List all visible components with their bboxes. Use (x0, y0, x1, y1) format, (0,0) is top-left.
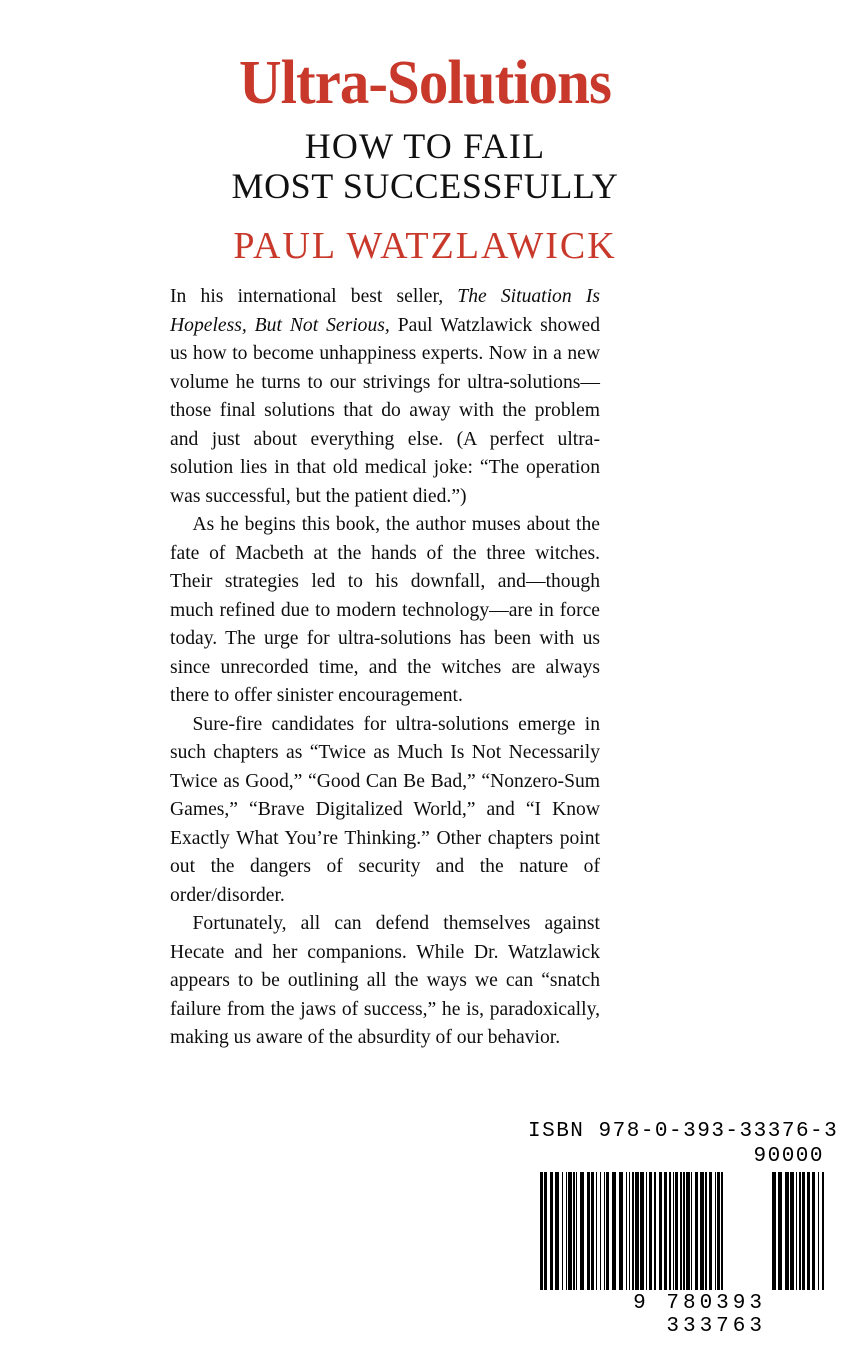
barcode-bar (675, 1172, 678, 1290)
barcode-bar (566, 1172, 567, 1290)
price-code: 90000 (753, 1145, 824, 1168)
blurb-text (170, 283, 600, 1053)
blurb-p1-part-b: Paul Watzlawick showed us how to become unhappiness experts. Now in a new volume he turns to our strivings for ultra-solutions—those final solutions that do away with the problem and just about everything else. (A perfect ultra-solution lies in that old medical joke: “The operation was successful, but the patient died.”) (170, 314, 600, 507)
barcode-bar (721, 1172, 723, 1290)
barcode-bar (695, 1172, 698, 1290)
page-title: Ultra-Solutions (239, 49, 611, 117)
barcode-bar (646, 1172, 647, 1290)
barcode-bar (580, 1172, 584, 1290)
barcode-bar (626, 1172, 627, 1290)
barcode-bar (669, 1172, 671, 1290)
barcode-group (528, 1172, 828, 1290)
title-block (0, 49, 850, 268)
barcode-bar (772, 1172, 776, 1290)
blurb-paragraph-1 (170, 283, 600, 511)
barcode-bar (596, 1172, 597, 1290)
barcode-bar (604, 1172, 605, 1290)
subtitle-line-1: HOW TO FAIL (304, 126, 546, 167)
barcode-bar (807, 1172, 810, 1290)
isbn-number: ISBN 978-0-393-33376-3 (528, 1120, 839, 1143)
blurb-paragraph-2: As he begins this book, the author muses about the fate of Macbeth at the hands of the three witches. Their strategies led to his downfall, and—though much refined due to modern technology—are in force today. The urge for ultra-solutions has been with us since unrecorded time, and the witches are always there to offer sinister encouragement. (170, 514, 600, 706)
barcode-bar (606, 1172, 609, 1290)
barcode-bar (799, 1172, 801, 1290)
barcode-bar (635, 1172, 639, 1290)
subtitle-line-2: MOST SUCCESSFULLY (231, 165, 619, 206)
blurb-paragraph-3: Sure-fire candidates for ultra-solutions emerge in such chapters as “Twice as Much Is Not Necessarily Twice as Good,” “Good Can Be Bad,” “Nonzero-Sum Games,” “Brave Digitalized World,” and “I Know Exactly What You’re Thinking.” Other chapters point out the dangers of security and the nature of order/disorder. (170, 713, 600, 906)
barcode-bar (600, 1172, 601, 1290)
barcode-bar (654, 1172, 656, 1290)
barcode-bar (555, 1172, 559, 1290)
barcode-bar (822, 1172, 824, 1290)
barcode-main (540, 1172, 762, 1290)
barcode-bar (632, 1172, 634, 1290)
barcode-bar (562, 1172, 563, 1290)
barcode-bar (659, 1172, 662, 1290)
barcode-bar (691, 1172, 692, 1290)
barcode-bar (705, 1172, 707, 1290)
blurb-p1-part-a: In his international best seller, (170, 286, 458, 307)
barcode-bar (790, 1172, 794, 1290)
barcode-bar (673, 1172, 674, 1290)
barcode-bar (700, 1172, 704, 1290)
barcode-bar (612, 1172, 616, 1290)
barcode-bar (540, 1172, 543, 1290)
barcode-bar (649, 1172, 652, 1290)
barcode-bar (568, 1172, 572, 1290)
subtitle (0, 127, 850, 206)
barcode-supplement (772, 1172, 828, 1290)
barcode-bar (715, 1172, 716, 1290)
barcode-bar (640, 1172, 644, 1290)
author-name: PAUL WATZLAWICK (233, 225, 617, 268)
barcode-bar (544, 1172, 547, 1290)
isbn-area (528, 1120, 839, 1338)
referenced-book-title: The Situation Is Hopeless, But Not Serious, (170, 286, 600, 336)
barcode-bar (796, 1172, 797, 1290)
barcode-bar (680, 1172, 682, 1290)
barcode-bar (591, 1172, 594, 1290)
blurb-paragraph-4: Fortunately, all can defend themselves against Hecate and her companions. While Dr. Watzlawick appears to be outlining all the ways we can “snatch failure from the jaws of success,” he is, paradoxically, making us aware of the absurdity of our behavior. (170, 913, 600, 1048)
barcode-bar (550, 1172, 553, 1290)
barcode-bar (785, 1172, 789, 1290)
barcode-bar (576, 1172, 577, 1290)
barcode-bar (778, 1172, 782, 1290)
barcode-digits: 9 780393 333763 (633, 1292, 766, 1338)
barcode-bar (573, 1172, 575, 1290)
barcode-bar (683, 1172, 685, 1290)
barcode-bar (812, 1172, 815, 1290)
barcode-bar (709, 1172, 712, 1290)
barcode-bar (619, 1172, 623, 1290)
barcode-bar (802, 1172, 805, 1290)
barcode-bar (818, 1172, 819, 1290)
barcode-bar (629, 1172, 630, 1290)
barcode-bar (686, 1172, 690, 1290)
barcode-bar (664, 1172, 667, 1290)
barcode-bar (717, 1172, 720, 1290)
barcode-bar (587, 1172, 590, 1290)
